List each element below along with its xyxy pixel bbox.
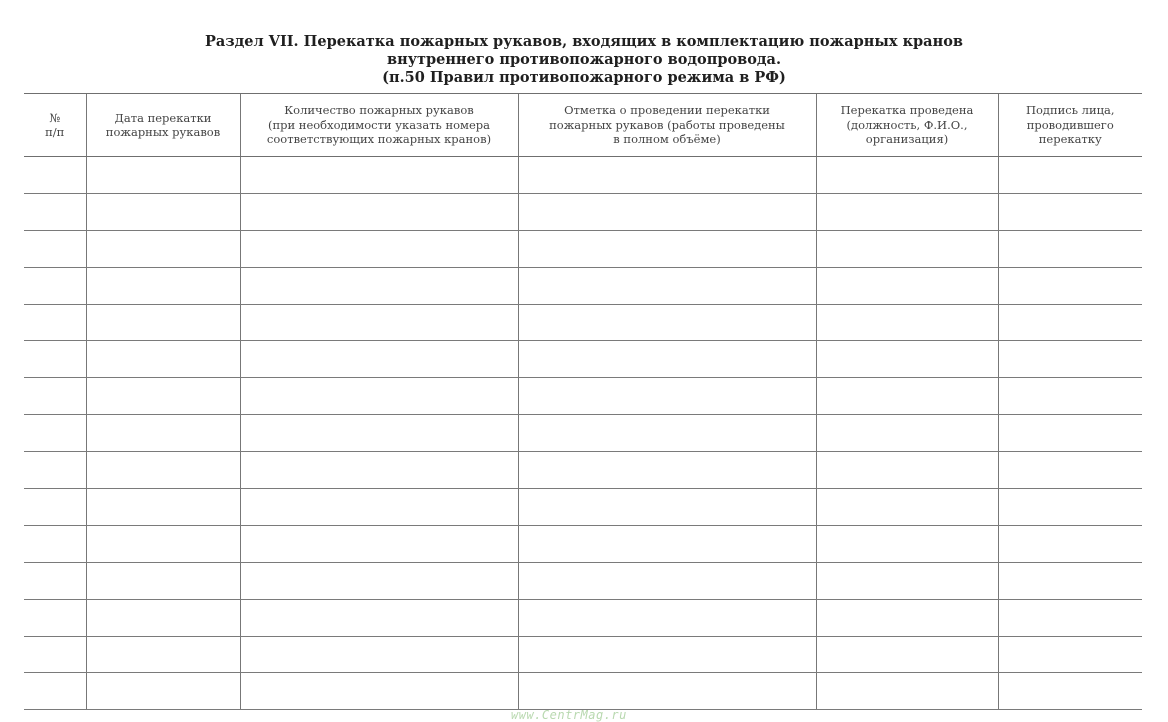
cell-performed-by[interactable] xyxy=(816,341,998,378)
cell-signature[interactable] xyxy=(998,452,1142,489)
table-row xyxy=(24,304,1142,341)
cell-rolling-mark[interactable] xyxy=(518,599,816,636)
cell-rolling-mark[interactable] xyxy=(518,341,816,378)
cell-signature[interactable] xyxy=(998,230,1142,267)
cell-rolling-mark[interactable] xyxy=(518,267,816,304)
cell-signature[interactable] xyxy=(998,415,1142,452)
cell-rolling-mark[interactable] xyxy=(518,489,816,526)
cell-rolling-mark[interactable] xyxy=(518,157,816,194)
table-row xyxy=(24,636,1142,673)
table-row xyxy=(24,562,1142,599)
cell-number[interactable] xyxy=(24,193,86,230)
cell-signature[interactable] xyxy=(998,562,1142,599)
cell-hose-count[interactable] xyxy=(240,562,518,599)
table-row xyxy=(24,599,1142,636)
table-row xyxy=(24,525,1142,562)
cell-signature[interactable] xyxy=(998,304,1142,341)
cell-rolling-mark[interactable] xyxy=(518,304,816,341)
hose-rolling-log-table xyxy=(24,93,1142,710)
cell-performed-by[interactable] xyxy=(816,599,998,636)
cell-signature[interactable] xyxy=(998,157,1142,194)
cell-performed-by[interactable] xyxy=(816,673,998,710)
cell-date[interactable] xyxy=(86,193,240,230)
cell-date[interactable] xyxy=(86,673,240,710)
table-row xyxy=(24,378,1142,415)
cell-hose-count[interactable] xyxy=(240,193,518,230)
table-row xyxy=(24,452,1142,489)
title-line-1: Раздел VII. Перекатка пожарных рукавов, входящих в комплектацию пожарных кранов xyxy=(205,33,963,50)
cell-number[interactable] xyxy=(24,636,86,673)
table-row xyxy=(24,341,1142,378)
cell-hose-count[interactable] xyxy=(240,267,518,304)
cell-number[interactable] xyxy=(24,341,86,378)
cell-date[interactable] xyxy=(86,525,240,562)
cell-performed-by[interactable] xyxy=(816,452,998,489)
cell-rolling-mark[interactable] xyxy=(518,378,816,415)
cell-hose-count[interactable] xyxy=(240,230,518,267)
table-row xyxy=(24,157,1142,194)
table-row xyxy=(24,489,1142,526)
cell-number[interactable] xyxy=(24,673,86,710)
header-hose-count: Количество пожарных рукавов (при необходимости указать номера соответствующих пожарных кранов) xyxy=(240,94,518,157)
cell-hose-count[interactable] xyxy=(240,415,518,452)
cell-date[interactable] xyxy=(86,230,240,267)
title-line-2: внутреннего противопожарного водопровода. xyxy=(387,51,781,68)
cell-hose-count[interactable] xyxy=(240,489,518,526)
cell-performed-by[interactable] xyxy=(816,415,998,452)
cell-signature[interactable] xyxy=(998,489,1142,526)
table-row xyxy=(24,193,1142,230)
header-performed-by: Перекатка проведена (должность, Ф.И.О., организация) xyxy=(816,94,998,157)
table-row xyxy=(24,267,1142,304)
cell-number[interactable] xyxy=(24,157,86,194)
cell-rolling-mark[interactable] xyxy=(518,415,816,452)
table-body xyxy=(24,157,1142,710)
cell-number[interactable] xyxy=(24,378,86,415)
cell-signature[interactable] xyxy=(998,267,1142,304)
cell-hose-count[interactable] xyxy=(240,378,518,415)
cell-hose-count[interactable] xyxy=(240,341,518,378)
cell-performed-by[interactable] xyxy=(816,193,998,230)
cell-date[interactable] xyxy=(86,636,240,673)
header-number: № п/п xyxy=(24,94,86,157)
cell-number[interactable] xyxy=(24,599,86,636)
table-row xyxy=(24,673,1142,710)
cell-signature[interactable] xyxy=(998,525,1142,562)
cell-rolling-mark[interactable] xyxy=(518,193,816,230)
cell-performed-by[interactable] xyxy=(816,525,998,562)
cell-number[interactable] xyxy=(24,230,86,267)
cell-date[interactable] xyxy=(86,599,240,636)
document-title xyxy=(0,33,1168,87)
cell-performed-by[interactable] xyxy=(816,304,998,341)
cell-hose-count[interactable] xyxy=(240,157,518,194)
cell-performed-by[interactable] xyxy=(816,562,998,599)
cell-hose-count[interactable] xyxy=(240,599,518,636)
cell-performed-by[interactable] xyxy=(816,157,998,194)
header-rolling-mark: Отметка о проведении перекатки пожарных рукавов (работы проведены в полном объёме) xyxy=(518,94,816,157)
cell-date[interactable] xyxy=(86,562,240,599)
cell-performed-by[interactable] xyxy=(816,378,998,415)
cell-rolling-mark[interactable] xyxy=(518,525,816,562)
cell-date[interactable] xyxy=(86,415,240,452)
cell-number[interactable] xyxy=(24,452,86,489)
cell-signature[interactable] xyxy=(998,673,1142,710)
cell-number[interactable] xyxy=(24,489,86,526)
cell-performed-by[interactable] xyxy=(816,267,998,304)
cell-rolling-mark[interactable] xyxy=(518,562,816,599)
table-header-row xyxy=(24,94,1142,157)
cell-date[interactable] xyxy=(86,267,240,304)
watermark: www.CentrMag.ru xyxy=(511,708,627,722)
table-row xyxy=(24,415,1142,452)
cell-number[interactable] xyxy=(24,304,86,341)
cell-performed-by[interactable] xyxy=(816,636,998,673)
cell-hose-count[interactable] xyxy=(240,452,518,489)
cell-number[interactable] xyxy=(24,267,86,304)
cell-signature[interactable] xyxy=(998,341,1142,378)
cell-rolling-mark[interactable] xyxy=(518,673,816,710)
cell-date[interactable] xyxy=(86,489,240,526)
cell-rolling-mark[interactable] xyxy=(518,230,816,267)
header-date: Дата перекатки пожарных рукавов xyxy=(86,94,240,157)
cell-date[interactable] xyxy=(86,304,240,341)
cell-date[interactable] xyxy=(86,157,240,194)
cell-hose-count[interactable] xyxy=(240,673,518,710)
cell-signature[interactable] xyxy=(998,599,1142,636)
cell-rolling-mark[interactable] xyxy=(518,452,816,489)
cell-number[interactable] xyxy=(24,415,86,452)
title-line-3: (п.50 Правил противопожарного режима в РФ) xyxy=(382,69,786,86)
cell-signature[interactable] xyxy=(998,636,1142,673)
cell-number[interactable] xyxy=(24,562,86,599)
cell-date[interactable] xyxy=(86,378,240,415)
cell-hose-count[interactable] xyxy=(240,636,518,673)
header-signature: Подпись лица, проводившего перекатку xyxy=(998,94,1142,157)
cell-signature[interactable] xyxy=(998,193,1142,230)
cell-number[interactable] xyxy=(24,525,86,562)
cell-hose-count[interactable] xyxy=(240,525,518,562)
cell-rolling-mark[interactable] xyxy=(518,636,816,673)
cell-hose-count[interactable] xyxy=(240,304,518,341)
cell-date[interactable] xyxy=(86,452,240,489)
table-row xyxy=(24,230,1142,267)
cell-date[interactable] xyxy=(86,341,240,378)
cell-signature[interactable] xyxy=(998,378,1142,415)
cell-performed-by[interactable] xyxy=(816,230,998,267)
cell-performed-by[interactable] xyxy=(816,489,998,526)
